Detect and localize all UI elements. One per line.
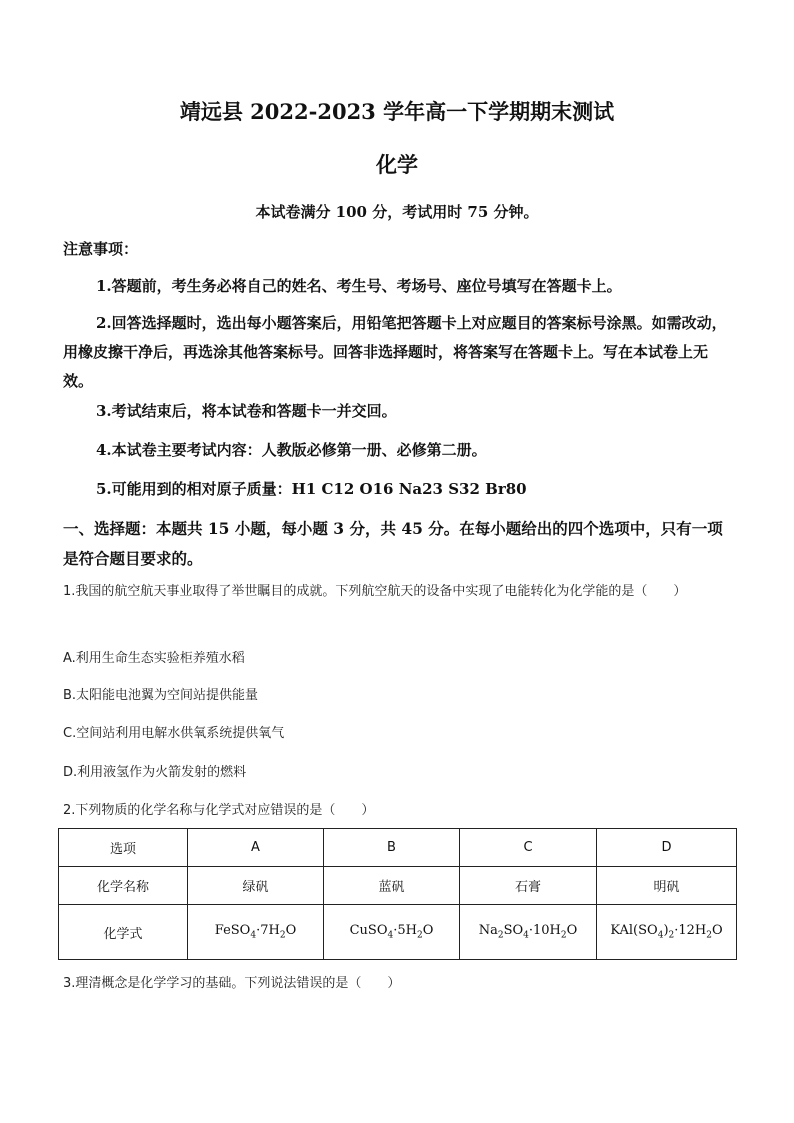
question-1-option-b: B.太阳能电池翼为空间站提供能量 bbox=[63, 688, 259, 703]
notice-item: 2.回答选择题时，选出每小题答案后，用铅笔把答题卡上对应题目的答案标号涂黑。如需改动，用橡皮擦干净后，再选涂其他答案标号。回答非选择题时，将答案写在答题卡上。写在本试卷上无效。 bbox=[63, 314, 727, 390]
formula-part: ·10H bbox=[528, 923, 561, 939]
table-cell: 石膏 bbox=[460, 867, 597, 905]
table-row bbox=[59, 867, 737, 905]
formula-a bbox=[188, 905, 324, 960]
formula-c bbox=[460, 905, 597, 960]
exam-title: 靖远县 2022-2023 学年高一下学期期末测试 bbox=[179, 99, 615, 124]
formula-part: O bbox=[566, 923, 578, 939]
table-cell: 绿矾 bbox=[188, 867, 324, 905]
formula-sub: 4 bbox=[387, 930, 394, 941]
formula-sub: 2 bbox=[560, 930, 567, 941]
notice-heading: 注意事项： bbox=[63, 240, 139, 258]
formula-part: Na bbox=[478, 923, 498, 939]
question-1-stem: 1.我国的航空航天事业取得了举世瞩目的成就。下列航空航天的设备中实现了电能转化为化学能的是（ ） bbox=[63, 584, 687, 599]
exam-info: 本试卷满分 100 分，考试用时 75 分钟。 bbox=[255, 203, 539, 221]
table-cell: 化学式 bbox=[59, 905, 188, 960]
question-2-table bbox=[58, 828, 737, 960]
formula-part: O bbox=[712, 923, 723, 939]
table-row bbox=[59, 905, 737, 960]
question-1-option-a: A.利用生命生态实验柜养殖水稻 bbox=[63, 651, 245, 666]
notice-item: 1.答题前，考生务必将自己的姓名、考生号、考场号、座位号填写在答题卡上。 bbox=[96, 277, 622, 295]
table-cell: 蓝矾 bbox=[324, 867, 460, 905]
table-cell: 明矾 bbox=[597, 867, 737, 905]
formula-part: ·5H bbox=[393, 923, 417, 939]
table-header-row bbox=[59, 829, 737, 867]
table-cell: C bbox=[460, 829, 597, 867]
formula-sub: 4 bbox=[523, 930, 529, 941]
table-cell: D bbox=[597, 829, 737, 867]
formula-d bbox=[597, 905, 737, 960]
formula-sub: 4 bbox=[657, 930, 664, 941]
exam-subject: 化学 bbox=[376, 152, 418, 177]
formula-b bbox=[324, 905, 460, 960]
notice-item: 5.可能用到的相对原子质量：H1 C12 O16 Na23 S32 Br80 bbox=[96, 480, 527, 498]
formula-sub: 2 bbox=[416, 930, 423, 941]
section-heading: 一、选择题：本题共 15 小题，每小题 3 分，共 45 分。在每小题给出的四个选项中，只有一项是符合题目要求的。 bbox=[63, 519, 723, 568]
table-cell: 选项 bbox=[59, 829, 188, 867]
question-1-option-d: D.利用液氢作为火箭发射的燃料 bbox=[63, 765, 247, 780]
formula-part: O bbox=[285, 923, 297, 939]
formula-part: CuSO bbox=[349, 923, 388, 939]
notice-item: 4.本试卷主要考试内容：人教版必修第一册、必修第二册。 bbox=[96, 441, 487, 459]
table-cell: 化学名称 bbox=[59, 867, 188, 905]
table-cell: B bbox=[324, 829, 460, 867]
question-1-option-c: C.空间站利用电解水供氧系统提供氧气 bbox=[63, 726, 285, 741]
formula-part: O bbox=[422, 923, 434, 939]
formula-sub: 4 bbox=[250, 930, 257, 941]
formula-sub: 2 bbox=[279, 930, 286, 941]
formula-part: SO bbox=[503, 923, 524, 939]
formula-sub: 2 bbox=[668, 930, 675, 941]
question-2-stem: 2.下列物质的化学名称与化学式对应错误的是（ ） bbox=[63, 803, 375, 818]
formula-part: ·12H bbox=[674, 923, 707, 939]
formula-sub: 2 bbox=[706, 930, 712, 941]
formula-part: ) bbox=[663, 923, 669, 939]
notice-item: 3.考试结束后，将本试卷和答题卡一并交回。 bbox=[96, 402, 397, 420]
formula-part: FeSO bbox=[214, 923, 251, 939]
table-cell: A bbox=[188, 829, 324, 867]
formula-sub: 2 bbox=[497, 930, 504, 941]
formula-part: ·7H bbox=[256, 923, 280, 939]
formula-part: KAl(SO bbox=[610, 923, 658, 939]
question-3-stem: 3.理清概念是化学学习的基础。下列说法错误的是（ ） bbox=[63, 976, 401, 991]
